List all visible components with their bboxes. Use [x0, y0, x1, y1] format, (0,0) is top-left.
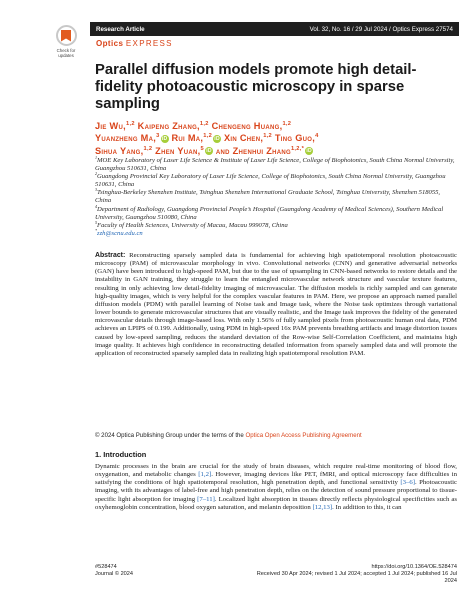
author-sup: 4 — [315, 133, 319, 140]
section-heading-introduction: 1. Introduction — [95, 450, 147, 459]
citation-link[interactable]: [3–6] — [400, 479, 415, 487]
affiliation-sup: 1 — [95, 154, 98, 160]
author-and: and — [215, 145, 230, 156]
abstract-label: Abstract: — [95, 252, 126, 259]
affiliation-item — [95, 227, 455, 238]
author[interactable]: Xin Chen, — [223, 133, 264, 144]
orcid-icon[interactable]: iD — [161, 135, 168, 142]
badge-line-1: Check for — [56, 48, 76, 53]
affiliation-text: Tsinghua-Berkeley Shenzhen Institute, Tsinghua Shenzhen International Graduate School, Tsinghua University, Shenzhen 518055, China — [95, 189, 441, 205]
author[interactable]: Chengeng Huang, — [211, 121, 283, 131]
intro-text: . In addition to this, it can — [332, 503, 402, 511]
abstract — [95, 252, 457, 358]
doi-link[interactable]: https://doi.org/10.1364/OE.528474 — [371, 564, 457, 570]
affiliation-sup: 3 — [95, 187, 98, 193]
orcid-icon[interactable]: iD — [306, 148, 312, 155]
article-id: #528474 — [95, 564, 117, 570]
affiliation-item — [95, 219, 455, 230]
check-for-updates-badge[interactable] — [53, 25, 79, 63]
author[interactable]: Ting Guo, — [274, 133, 316, 144]
footer-left — [95, 564, 133, 578]
author-sup: 3 — [156, 133, 160, 140]
affiliations — [95, 154, 455, 238]
journal-header-bar — [90, 22, 459, 36]
citation-info: Vol. 32, No. 16 / 29 Jul 2024 / Optics Express 27574 — [309, 25, 453, 33]
intro-text: Dynamic processes in the brain are crucial for the study of brain diseases, which require real-time monitoring of blood flow, oxygenation, and metabolic changes — [95, 463, 457, 479]
affiliation-item — [95, 203, 455, 222]
author-sup: 1,2 — [203, 133, 213, 140]
brand-optics: Optics — [96, 39, 124, 48]
intro-text: . Localized light absorption in tissues directly reflects physiological specificities such as oxyhemoglobin concentration, blood oxygen saturation, and melanin deposition — [95, 495, 457, 511]
author-sup: 1,2 — [199, 120, 209, 127]
affiliation-text: Faculty of Health Sciences, University of Macau, Macau 999078, China — [97, 221, 288, 229]
license-link[interactable]: Optica Open Access Publishing Agreement — [245, 432, 362, 439]
article-title: Parallel diffusion models promote high detail-fidelity photoacoustic microscopy in sparse sampling — [95, 62, 417, 112]
affiliation-item — [95, 189, 455, 205]
author[interactable]: Rui Ma, — [171, 133, 204, 144]
brand-express: EXPRESS — [125, 39, 173, 48]
intro-text: . However, imaging devices like PET, fMRI, and optical microscopy face difficulties in satisfying the conditions of high spatiotemporal resolution, high penetration depth, and functional sensitivity — [95, 471, 457, 487]
citation-link[interactable]: [7–11] — [197, 495, 215, 503]
journal-copyright: Journal © 2024 — [95, 571, 134, 578]
author[interactable]: Yuanzheng Ma, — [95, 133, 157, 144]
author[interactable]: Kaipeng Zhang, — [137, 121, 200, 131]
author[interactable]: Jie Wu, — [95, 121, 126, 131]
author-list — [95, 120, 455, 157]
author-sup: 1,2,* — [290, 145, 305, 152]
orcid-icon[interactable]: iD — [214, 135, 220, 142]
affiliation-text: Guangdong Provincial Key Laboratory of Laser Life Science, College of Biophotonics, South China Normal University, Guangzhou 510631, China — [95, 173, 446, 189]
affiliation-item — [95, 154, 455, 173]
author-sup: 5 — [200, 145, 204, 152]
author-sup: 1,2 — [143, 145, 153, 152]
citation-link[interactable]: [12,13] — [312, 503, 333, 511]
email-sup: * — [95, 227, 98, 233]
bookmark-icon — [56, 25, 77, 46]
citation-link[interactable]: [1,2] — [198, 471, 212, 479]
affiliation-sup: 2 — [95, 171, 98, 176]
affiliation-sup: 5 — [95, 219, 98, 225]
article-type: Research Article — [96, 25, 145, 33]
author-sup: 1,2 — [263, 133, 273, 140]
affiliation-text: MOE Key Laboratory of Laser Life Science & Institute of Laser Life Science, College of Biophotonics, South China Normal University, Guangzhou 510631, China — [95, 157, 455, 173]
intro-text: . Photoacoustic imaging, with its advantages of label-free and high penetration depth, relies on the detection of sound pressure proportional to tissue-specific light absorption for imaging — [95, 479, 458, 503]
corresponding-email-link[interactable]: zzh@scnu.edu.cn — [97, 229, 143, 237]
affiliation-sup: 4 — [95, 203, 98, 209]
abstract-text: Reconstructing sparsely sampled data is fundamental for achieving high spatiotemporal resolution photoacoustic microscopy (PAM) of microvascular morphology in vivo. Convolutional networks (CNN) and generative adversarial networks (GAN) have been introduced to high-speed PAM, but due to the use of upsampling in CNN-based networks to restore details and the instability in GAN training, they struggle to learn the entangled microvascular network structure and vascular texture features, resulting in only achieving low detail-fidelity imaging of microvascular. The diffusion models is richly sampled and can generate high-quality images, which is very helpful for the complex vascular features in PAM. Here, we propose an approach named parallel diffusion models (PDM) with parallel learning of Noise task and Image task, where the Noise task optimizes through variational lower bounds to generate microvascular structures that are visually realistic, and the Image task improves the fidelity of the generated microvascular details through image-based loss. With only 1.56% of fully sampled pixels from photoacoustic human oral data, PDM achieves an LPIPS of 0.199. Additionally, using PDM in high-speed 16x PAM prevents breathing artifacts and image distortion issues caused by low-speed sampling, reduces the standard deviation of the Row-wise Self-Correlation Coefficient, and maintains high image quality. It achieves high confidence in reconstructing detailed information from sparsely sampled data and will promote the application of reconstructed sparsely sampled data in realizing high spatiotemporal resolution PAM. — [95, 252, 457, 357]
orcid-icon[interactable]: iD — [206, 148, 212, 155]
author[interactable]: Zhenhui Zhang — [232, 145, 291, 156]
author-sup: 1,2 — [126, 120, 135, 127]
license-line — [95, 432, 457, 439]
author[interactable]: Sihua Yang, — [95, 145, 144, 156]
badge-text — [53, 48, 79, 58]
publication-dates: Received 30 Apr 2024; revised 1 Jul 2024; accepted 1 Jul 2024; published 16 Jul 2024 — [256, 571, 457, 585]
affiliation-item — [95, 173, 455, 189]
author-sup: 1,2 — [282, 120, 292, 127]
license-text: © 2024 Optica Publishing Group under the terms of the — [95, 432, 246, 439]
affiliation-text: Department of Radiology, Guangdong Provincial People’s Hospital (Guangdong Academy of Medical Sciences), Southern Medical University, Guangzhou 510080, China — [95, 205, 444, 221]
footer-right — [250, 564, 457, 586]
introduction-body — [95, 463, 457, 512]
journal-brand — [96, 39, 173, 48]
badge-line-2: updates — [58, 53, 74, 58]
author[interactable]: Zhen Yuan, — [155, 145, 201, 156]
